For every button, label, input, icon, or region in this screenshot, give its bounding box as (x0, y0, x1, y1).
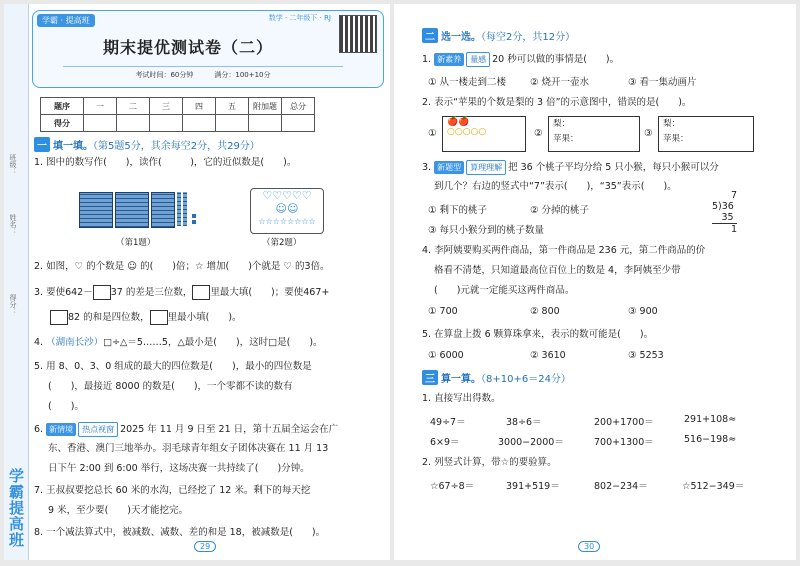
mc-question-4-line3: ( )元就一定能买这两件商品。 (434, 285, 575, 296)
subject-label: 数学 · 二年级下 · RJ (268, 14, 331, 22)
answer-box[interactable] (192, 285, 210, 300)
thousand-cube-icon (115, 192, 149, 228)
mc-question-3: 3. 新题型 算理理解 把 36 个桃子平均分给 5 只小猴，每只小猴可以分 (422, 162, 719, 173)
question-6: 6. 新情境 热点视窗 2025 年 11 月 9 日至 21 日，第十五届全运会在广 (34, 424, 339, 435)
question-6-line3: 日下午 2:00 到 6:00 举行，这场决赛一共持续了( )分钟。 (48, 463, 310, 474)
qr-code-icon[interactable] (339, 15, 377, 53)
question-7: 7. 王叔叔要挖总长 60 米的水沟，已经挖了 12 米。剩下的每天挖 (34, 485, 311, 496)
question-7-line2: 9 米，至少要( )天才能挖完。 (48, 505, 188, 516)
question-3: 3. 要使642－ 37 的差是三位数， 里最大填( )；要使467+ (34, 287, 330, 298)
section-multiple-choice: 二 选一选。（每空2分，共12分） (422, 28, 575, 43)
name-label: 姓名： (9, 214, 17, 235)
hundred-flat-icon (151, 192, 175, 228)
question-4: 4. （湖南长沙）□÷△＝5……5，△最小是( )，这时□是( )。 (34, 337, 323, 348)
question-1: 1. 图中的数写作( )，读作( )，它的近似数是( )。 (34, 157, 297, 168)
mc2-option-3[interactable]: ③ (644, 128, 653, 139)
page-number: 29 (194, 541, 216, 552)
brand-badge: 学霸 · 提高班 (37, 14, 95, 27)
question-6-line2: 东、香港、澳门三地举办。羽毛球青年组女子团体决赛在 11 月 13 (48, 443, 329, 454)
mc-question-4: 4. 李阿姨要购买两件商品，第一件商品是 236 元，第二件商品的价 (422, 245, 706, 256)
bar-diagram-2: 梨： 苹果： (548, 116, 640, 152)
stars-row: ☆☆☆☆☆☆☆☆ (258, 217, 316, 226)
score-label: 得分： (9, 294, 17, 315)
score-value-row: 得分 (41, 115, 315, 132)
question-5-line2: ( )，最接近 8000 的数是( )，一个零都不读的数有 (48, 381, 293, 392)
mc3-option-3[interactable]: ③ 每只小猴分到的桃子数量 (428, 225, 545, 236)
figure-1-label: （第1题） (116, 238, 156, 248)
section-calculation: 三 算一算。（8+10+6＝24分） (422, 370, 571, 385)
answer-box[interactable] (93, 285, 111, 300)
hearts-row: ♡♡♡♡♡ (262, 189, 312, 202)
mc5-option-3[interactable]: ③ 5253 (628, 350, 664, 361)
question-3-cont: 82 的和是四位数， 里最小填( )。 (50, 310, 242, 325)
question-5: 5. 用 8、0、3、0 组成的最大的四位数是( )，最小的四位数是 (34, 361, 312, 372)
apple-pear-picture: 🍎🍎 ○○○○○ (442, 116, 526, 152)
test-header (32, 10, 384, 88)
long-division: 7 5)36 35 1 (712, 190, 738, 235)
shapes-figure (250, 188, 324, 234)
mc4-option-1[interactable]: ① 700 (428, 306, 458, 317)
class-label: 班级： (9, 154, 17, 175)
mc3-option-2[interactable]: ② 分掉的桃子 (530, 205, 590, 216)
question-8: 8. 一个减法算式中，被减数、减数、差的和是 18，被减数是( )。 (34, 527, 326, 538)
mc1-option-2[interactable]: ② 烧开一壶水 (530, 77, 590, 88)
page-number: 30 (578, 541, 600, 552)
answer-box[interactable] (50, 310, 68, 325)
score-table (40, 97, 315, 132)
unit-cube-icon (192, 214, 196, 218)
bar-diagram-3: 梨： 苹果： (658, 116, 754, 152)
unit-cube-icon (192, 220, 196, 224)
mc2-option-1[interactable]: ① (428, 128, 437, 139)
mc3-option-1[interactable]: ① 剩下的桃子 (428, 205, 488, 216)
answer-box[interactable] (150, 310, 168, 325)
page-title: 期末提优测试卷（二） (102, 38, 273, 57)
calc-question-1: 1. 直接写出得数。 (422, 393, 501, 404)
question-5-line3: ( )。 (48, 401, 84, 412)
right-page: 二 选一选。（每空2分，共12分） 1. 新素养 量感 20 秒可以做的事情是( )。 ① 从一楼走到二楼 ② 烧开一壶水 ③ 看一集动画片 2. 表示“苹果的个数是梨的 3 倍”的示意图中，错误的是( )。 ① 🍎🍎 ○○○○○ ② 梨： 苹果： ③ 梨： 苹果： 3. 新题型 算理理解 把 36 个桃子平均分给 5 只小猴，每只小猴可以分 到几个？右边的竖式中“7”表示( )，“35”表示( )。 ① 剩下的桃子 ② 分掉的桃子 ③ 每只小猴分到的桃子数量 7 5)36 35 1 4. 李阿姨要购买两件商品，第一件商品是 236 元，第二件商品的价 格看不清楚，只知道最高位百位上的数是 4，李阿姨至少带 ( )元就一定能买这两件商品。 ① 700 ② 800 ③ 900 5. 在算盘上拨 6 颗算珠拿来，表示的数可能是( )。 ① 6000 ② 3610 ③ 5253 三 算一算。（8+10+6＝24分） 1. 直接写出得数。 49÷7＝ 38÷6＝ 200+1700＝ 291+108≈ 6×9＝ 3000−2000＝ 700+1300＝ 516−198≈ 2. 列竖式计算，带☆的要验算。 ☆67÷8＝ 391+519＝ 802−234＝ ☆512−349＝ 30 (394, 4, 796, 560)
thousand-cube-icon (79, 192, 113, 228)
calc-question-2: 2. 列竖式计算，带☆的要验算。 (422, 457, 557, 468)
binding-strip (4, 4, 29, 560)
mc-question-1: 1. 新素养 量感 20 秒可以做的事情是( )。 (422, 54, 620, 65)
figure-2-label: （第2题） (262, 238, 302, 248)
mc-question-2: 2. 表示“苹果的个数是梨的 3 倍”的示意图中，错误的是( )。 (422, 97, 692, 108)
section-fill-in: 一 填一填。（第5题5分，其余每空2分，共29分） (34, 137, 260, 152)
mc-question-5: 5. 在算盘上拨 6 颗算珠拿来，表示的数可能是( )。 (422, 329, 654, 340)
mc4-option-2[interactable]: ② 800 (530, 306, 560, 317)
ten-rod-icon (177, 192, 181, 226)
mc5-option-1[interactable]: ① 6000 (428, 350, 464, 361)
mc1-option-3[interactable]: ③ 看一集动画片 (628, 77, 697, 88)
mc-question-3-line2: 到几个？右边的竖式中“7”表示( )，“35”表示( )。 (434, 181, 677, 192)
question-2: 2. 如图，♡ 的个数是 ☺ 的( )倍；☆ 增加( )个就是 ♡ 的3倍。 (34, 261, 330, 272)
score-header-row: 题序 一 二 三 四 五 附加题 总分 (41, 98, 315, 115)
brand-logo: 学霸提高班 (7, 468, 25, 548)
left-page (4, 4, 390, 560)
mc5-option-2[interactable]: ② 3610 (530, 350, 566, 361)
mc2-option-2[interactable]: ② (534, 128, 543, 139)
mc-question-4-line2: 格看不清楚，只知道最高位百位上的数是 4，李阿姨至少带 (434, 265, 681, 276)
exam-meta: 考试时间：60分钟 满分：100+10分 (63, 66, 343, 80)
mc1-option-1[interactable]: ① 从一楼走到二楼 (428, 77, 507, 88)
ten-rod-icon (183, 192, 187, 226)
smileys-row: ☺☺ (275, 202, 299, 215)
region-tag: （湖南长沙） (46, 337, 104, 348)
mc4-option-3[interactable]: ③ 900 (628, 306, 658, 317)
